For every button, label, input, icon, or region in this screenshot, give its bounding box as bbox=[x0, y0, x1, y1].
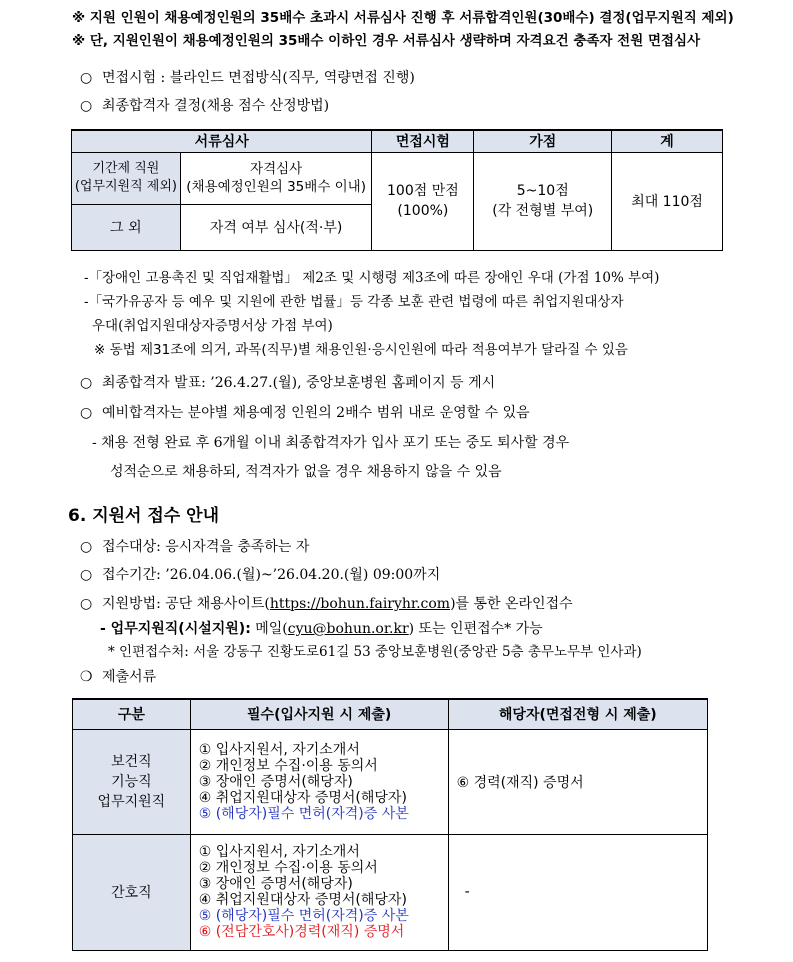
note-veterans: -「국가유공자 등 예우 및 지원에 관한 법률」등 각종 보훈 관련 법령에 따른 취업지원대상자 bbox=[84, 294, 624, 310]
item-target bbox=[80, 537, 309, 557]
bullet: ○ bbox=[80, 405, 93, 421]
doc-item: ① 입사지원서, 자기소개서 bbox=[198, 741, 360, 758]
row-optional-health: ⑥ 경력(재직) 증명서 bbox=[448, 729, 707, 834]
header-bonus: 가점 bbox=[474, 130, 612, 152]
bullet: ○ bbox=[80, 98, 93, 114]
doc-item: ⑤ (해당자)필수 면허(자격)증 사본 bbox=[198, 805, 409, 822]
row-category-nurse: 간호직 bbox=[73, 834, 191, 950]
doc-item: ③ 장애인 증명서(해당자) bbox=[198, 876, 353, 892]
cell-qualification-review: 자격심사 (채용예정인원의 35배수 이내) bbox=[180, 152, 372, 204]
header-optional: 해당자(면접전형 시 제출) bbox=[448, 699, 707, 729]
doc-item: ④ 취업지원대상자 증명서(해당자) bbox=[198, 892, 407, 908]
header-category: 구분 bbox=[73, 699, 191, 729]
support-label: - 업무지원직(시설지원): bbox=[100, 621, 251, 637]
item-reserve bbox=[80, 403, 530, 423]
item-method bbox=[80, 594, 573, 614]
doc-item: ① 입사지원서, 자기소개서 bbox=[198, 844, 360, 860]
item-interview bbox=[80, 68, 415, 88]
item-support-mail bbox=[100, 619, 543, 639]
note-disabled: -「장애인 고용촉진 및 직업재활법」 제2조 및 시행령 제3조에 따른 장애인 우대 (가점 10% 부여) bbox=[84, 270, 660, 286]
item-period bbox=[80, 565, 440, 585]
bullet: ❍ bbox=[80, 669, 93, 685]
reserve-detail-2: 성적순으로 채용하되, 적격자가 없을 경우 채용하지 않을 수 있음 bbox=[110, 464, 502, 480]
row-required-nurse bbox=[190, 834, 448, 950]
bullet: ○ bbox=[80, 539, 93, 555]
cell-total-score: 최대 110점 bbox=[612, 152, 723, 250]
header-document-review: 서류심사 bbox=[72, 130, 372, 152]
cell-contract-staff: 기간제 직원 (업무지원직 제외) bbox=[72, 152, 181, 204]
row-optional-nurse: - bbox=[448, 834, 707, 950]
doc-item: ⑥ (전담간호사)경력(재직) 증명서 bbox=[198, 924, 405, 940]
item-text: 접수대상: 응시자격을 충족하는 자 bbox=[102, 539, 310, 555]
note-top-1: ※ 지원 인원이 채용예정인원의 35배수 초과시 서류심사 진행 후 서류합격인원(30배수) 결정(업무지원직 제외) bbox=[72, 10, 734, 26]
doc-item: ⑤ (해당자)필수 면허(자격)증 사본 bbox=[198, 908, 409, 924]
cell-interview-score: 100점 만점 (100%) bbox=[372, 152, 474, 250]
cell-others: 그 외 bbox=[72, 204, 181, 250]
method-prefix: 지원방법: 공단 채용사이트( bbox=[102, 596, 270, 612]
item-text: 제출서류 bbox=[102, 669, 157, 685]
bullet: ○ bbox=[80, 567, 93, 583]
method-suffix: )를 통한 온라인접수 bbox=[450, 596, 573, 612]
score-table bbox=[71, 129, 723, 251]
mail-prefix: 메일( bbox=[255, 621, 288, 637]
bullet: ○ bbox=[80, 596, 93, 612]
inperson-address: * 인편접수처: 서울 강동구 진황도로61길 53 중앙보훈병원(중앙관 5층 총무노무부 인사과) bbox=[108, 644, 642, 660]
doc-item: ③ 장애인 증명서(해당자) bbox=[198, 773, 353, 790]
row-category-health: 보건직 기능직 업무지원직 bbox=[73, 729, 191, 834]
item-text: 접수기간: ’26.04.06.(월)~’26.04.20.(월) 09:00까지 bbox=[102, 567, 441, 583]
docs-table bbox=[72, 698, 708, 951]
bullet: ○ bbox=[80, 375, 93, 391]
item-text: 최종합격자 결정(채용 점수 산정방법) bbox=[102, 98, 330, 114]
header-total: 계 bbox=[612, 130, 723, 152]
doc-item: ② 개인정보 수집·이용 동의서 bbox=[198, 757, 378, 774]
header-required: 필수(입사지원 시 제출) bbox=[190, 699, 448, 729]
doc-item: ② 개인정보 수집·이용 동의서 bbox=[198, 860, 378, 876]
doc-item: ④ 취업지원대상자 증명서(해당자) bbox=[198, 789, 407, 806]
mail-suffix: ) 또는 인편접수* 가능 bbox=[408, 621, 543, 637]
item-final-announce bbox=[80, 373, 495, 393]
item-text: 최종합격자 발표: ’26.4.27.(월), 중앙보훈병원 홈페이지 등 게시 bbox=[102, 375, 496, 391]
item-text: 예비합격자는 분야별 채용예정 인원의 2배수 범위 내로 운영할 수 있음 bbox=[102, 405, 530, 421]
note-veterans-cont: 우대(취업지원대상자증명서상 가점 부여) bbox=[92, 318, 333, 334]
header-interview: 면접시험 bbox=[372, 130, 474, 152]
cell-eligibility-review: 자격 여부 심사(적·부) bbox=[180, 204, 372, 250]
row-required-health bbox=[190, 729, 448, 834]
cell-bonus-score: 5~10점 (각 전형별 부여) bbox=[474, 152, 612, 250]
item-final-decision bbox=[80, 96, 329, 116]
item-text: 면접시험 : 블라인드 면접방식(직무, 역량면접 진행) bbox=[102, 70, 415, 86]
item-docs bbox=[80, 667, 156, 687]
section-title: 6. 지원서 접수 안내 bbox=[68, 506, 219, 526]
support-email-link[interactable]: cyu@bohun.or.kr bbox=[287, 621, 409, 637]
reserve-detail-1: - 채용 전형 완료 후 6개월 이내 최종합격자가 입사 포기 또는 중도 퇴사할 경우 bbox=[92, 435, 570, 451]
recruit-site-link[interactable]: https://bohun.fairyhr.com bbox=[269, 596, 451, 612]
note-law-31: ※ 동법 제31조에 의거, 과목(직무)별 채용인원·응시인원에 따라 적용여부가 달라질 수 있음 bbox=[94, 342, 628, 358]
bullet: ○ bbox=[80, 70, 93, 86]
note-top-2: ※ 단, 지원인원이 채용예정인원의 35배수 이하인 경우 서류심사 생략하며 자격요건 충족자 전원 면접심사 bbox=[72, 33, 701, 49]
